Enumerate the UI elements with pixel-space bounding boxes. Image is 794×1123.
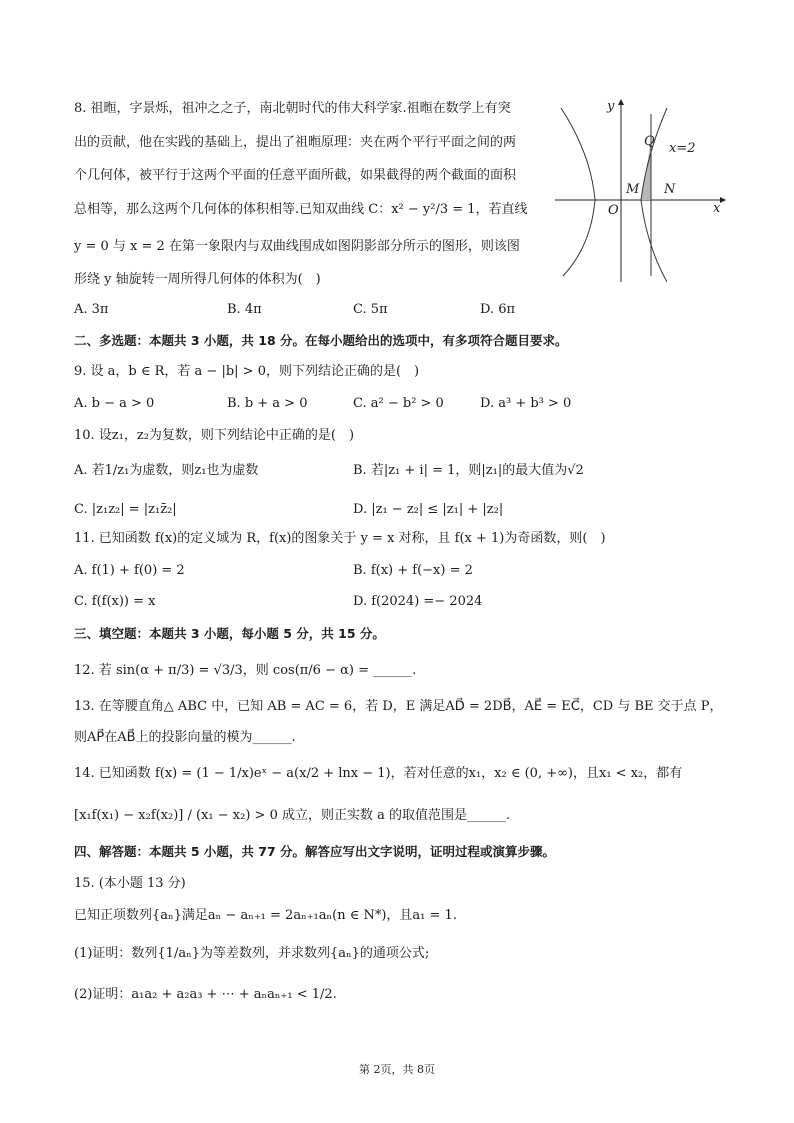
q13-line-2: 则AP⃗在AB⃗上的投影向量的模为______.	[74, 730, 296, 745]
label-N: N	[664, 182, 676, 197]
q11-option-c: C. f(f(x)) = x	[74, 594, 156, 609]
label-O: O	[608, 203, 619, 218]
section-4-heading: 四、解答题：本题共 5 小题，共 77 分。解答应写出文字说明，证明过程或演算步骤。	[74, 844, 556, 859]
section-2-heading: 二、多选题：本题共 3 小题，共 18 分。在每小题给出的选项中，有多项符合题目要求。	[74, 333, 568, 348]
q11-option-d: D. f(2024) =− 2024	[353, 594, 483, 609]
q12-text: 12. 若 sin(α + π/3) = √3/3，则 cos(π/6 − α) = ______.	[74, 663, 417, 678]
q11-option-b: B. f(x) + f(−x) = 2	[353, 563, 473, 578]
q8-line-1: 8. 祖暅，字景烁，祖冲之之子，南北朝时代的伟大科学家.祖暅在数学上有突	[74, 101, 511, 116]
label-M: M	[626, 182, 640, 197]
label-Q: Q	[644, 134, 655, 149]
q8-line-3: 个几何体，被平行于这两个平面的任意平面所截，如果截得的两个截面的面积	[74, 168, 517, 183]
q8-line-6: 形绕 y 轴旋转一周所得几何体的体积为( )	[74, 272, 321, 287]
label-y: y	[607, 99, 615, 114]
q8-line-2: 出的贡献，他在实践的基础上，提出了祖暅原理：夹在两个平行平面之间的两	[74, 135, 517, 150]
q15-title: 15. (本小题 13 分)	[74, 876, 186, 891]
label-x-equals-2: x=2	[669, 141, 696, 156]
q10-option-d: D. |z₁ − z₂| ≤ |z₁| + |z₂|	[353, 502, 504, 517]
q8-line-5: y = 0 与 x = 2 在第一象限内与双曲线围成如图阴影部分所示的图形，则该图	[74, 239, 520, 254]
q11-option-a: A. f(1) + f(0) = 2	[74, 563, 185, 578]
q14-line-1: 14. 已知函数 f(x) = (1 − 1/x)eˣ − a(x/2 + lnx − 1)，若对任意的x₁，x₂ ∈ (0, +∞)，且x₁ < x₂，都有	[74, 766, 683, 781]
q15-part-2: (2)证明：a₁a₂ + a₂a₃ + ⋯ + aₙaₙ₊₁ < 1/2.	[74, 987, 337, 1002]
q14-line-2: [x₁f(x₁) − x₂f(x₂)] / (x₁ − x₂) > 0 成立，则正实数 a 的取值范围是______.	[74, 808, 511, 823]
hyperbola-left-branch	[561, 108, 595, 276]
page-footer: 第 2页，共 8页	[359, 1063, 435, 1076]
section-3-heading: 三、填空题：本题共 3 小题，每小题 5 分，共 15 分。	[74, 626, 385, 641]
q8-option-c: C. 5π	[353, 302, 388, 317]
q8-option-b: B. 4π	[227, 302, 262, 317]
q9-option-c: C. a² − b² > 0	[353, 396, 444, 411]
q8-option-d: D. 6π	[480, 302, 516, 317]
q8-option-a: A. 3π	[74, 302, 109, 317]
q9-stem: 9. 设 a，b ∈ R，若 a − |b| > 0，则下列结论正确的是( )	[74, 364, 420, 379]
q10-option-b: B. 若|z₁ + i| = 1，则|z₁|的最大值为√2	[353, 463, 584, 478]
q10-option-a: A. 若1/z₁为虚数，则z₁也为虚数	[74, 463, 259, 478]
hyperbola-figure	[555, 96, 730, 286]
q13-line-1: 13. 在等腰直角△ ABC 中，已知 AB = AC = 6，若 D，E 满足AD⃗ = 2DB⃗，AE⃗ = EC⃗，CD 与 BE 交于点 P，	[74, 699, 723, 714]
q8-line-4: 总相等，那么这两个几何体的体积相等.已知双曲线 C：x² − y²/3 = 1，若直线	[74, 202, 528, 217]
q9-option-d: D. a³ + b³ > 0	[480, 396, 572, 411]
q10-stem: 10. 设z₁，z₂为复数，则下列结论中正确的是( )	[74, 428, 355, 443]
q15-line-1: 已知正项数列{aₙ}满足aₙ − aₙ₊₁ = 2aₙ₊₁aₙ(n ∈ N*)，且a₁ = 1.	[74, 908, 457, 923]
q15-part-1: (1)证明：数列{1/aₙ}为等差数列，并求数列{aₙ}的通项公式;	[74, 946, 430, 961]
q9-option-a: A. b − a > 0	[74, 396, 155, 411]
label-x: x	[713, 201, 721, 216]
q10-option-c: C. |z₁z₂| = |z₁z̄₂|	[74, 502, 177, 517]
q9-option-b: B. b + a > 0	[227, 396, 308, 411]
q11-stem: 11. 已知函数 f(x)的定义域为 R，f(x)的图象关于 y = x 对称，且 f(x + 1)为奇函数，则( )	[74, 531, 606, 546]
